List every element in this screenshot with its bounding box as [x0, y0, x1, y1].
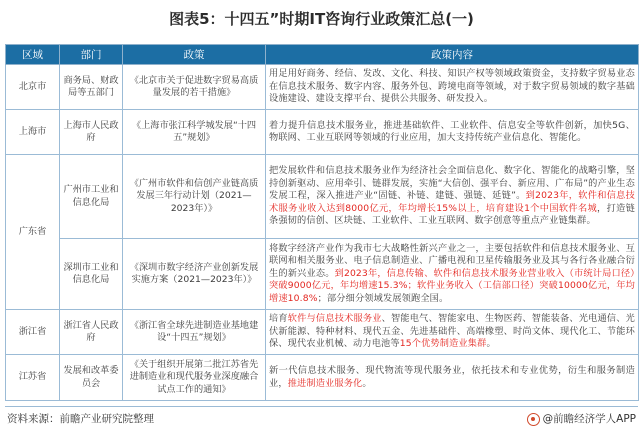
dept-cell: 深圳市工业和信息化局	[60, 239, 123, 310]
table-row	[6, 65, 639, 110]
content-text: ，打造链条强韧的信创、区块链、工业软件、工业互联网、数字创意等重点产业链集群。	[269, 202, 635, 227]
content-cell	[266, 110, 639, 155]
region-cell: 广东省	[6, 155, 60, 310]
header-region: 区域	[6, 45, 60, 65]
policy-cell: 《广州市软件和信创产业链高质发展三年行动计划（2021—2023年）》	[123, 155, 266, 239]
dept-cell: 商务局、财政局等五部门	[60, 65, 123, 110]
brand-credit	[527, 407, 636, 431]
content-cell	[266, 239, 639, 310]
table-row	[6, 310, 639, 355]
highlighted-text: 15个优势制造业集群	[399, 338, 487, 350]
region-cell: 上海市	[6, 110, 60, 155]
policy-cell: 《关于组织开展第二批江苏省先进制造业和现代服务业深度融合试点工作的通知》	[123, 355, 266, 401]
policy-cell: 《北京市关于促进数字贸易高质量发展的若干措施》	[123, 65, 266, 110]
dept-cell: 浙江省人民政府	[60, 310, 123, 355]
content-text: ；部分细分领域发展领跑全国。	[317, 292, 449, 304]
table-row	[6, 110, 639, 155]
dept-cell: 广州市工业和信息化局	[60, 155, 123, 239]
content-text: 将数字经济产业作为我市七大战略性新兴产业之一，主要包括软件和信息技术服务业、互联网和相关服务业、电子信息制造业、广播电视和卫星传输服务业及其与各行各业融合衍生的新兴业态。	[269, 242, 635, 279]
content-text: 新一代信息技术服务、现代物流等现代服务业，依托技术和专业优势，衍生和服务制造业，	[269, 365, 635, 389]
chart-title: 图表5：十四五”时期IT咨询行业政策汇总(一)	[169, 10, 474, 28]
region-cell: 北京市	[6, 65, 60, 110]
brand-label: @前瞻经济学人APP	[542, 413, 636, 425]
content-cell	[266, 65, 639, 110]
table-row	[6, 155, 639, 239]
highlighted-text: 推进制造业服务化	[287, 377, 363, 389]
policy-cell: 《浙江省全球先进制造业基地建设“十四五”规划》	[123, 310, 266, 355]
content-cell	[266, 355, 639, 401]
region-cell: 江苏省	[6, 355, 60, 401]
content-cell	[266, 310, 639, 355]
content-text: 。	[362, 377, 372, 389]
policy-cell: 《上海市张江科学城发展“十四五”规划》	[123, 110, 266, 155]
highlighted-text: 软件与信息技术服务业	[287, 313, 382, 325]
content-cell	[266, 155, 639, 239]
table-header-row	[6, 45, 639, 65]
highlighted-text: 到2023年，信息传输、软件和信息技术服务业营业收入（市统计局口径）突破9000亿元，年均增速15.3%；软件业务收入（工信部口径）突破10000亿元，年均增速10.8%	[269, 267, 635, 304]
table-row	[6, 355, 639, 401]
qianzhan-logo-icon	[527, 413, 540, 426]
table-row	[6, 239, 639, 310]
dept-cell: 上海市人民政府	[60, 110, 123, 155]
policy-table	[5, 44, 639, 401]
source-note: 资料来源：前瞻产业研究院整理	[7, 413, 154, 425]
content-text: 着力提升信息技术服务业，推进基础软件、工业软件、信息安全等软件创新，加快5G、物联网、工业互联网等领域的行业应用，加大支持传统产业信息化、智能化。	[269, 119, 635, 143]
content-text: 把发展软件和信息技术服务业作为经济社会全面信息化、数字化、智能化的战略引擎，坚持创新驱动、应用牵引、链群发展，实施“大信创、强平台、新应用、广布局”的产业生态发展工程，深入推进产业“固链、补链、建链、强链、延链”。	[269, 165, 635, 202]
header-content: 政策内容	[266, 45, 639, 65]
policy-cell: 《深圳市数字经济产业创新发展实施方案（2021—2023年）》	[123, 239, 266, 310]
content-text: 培育	[269, 313, 288, 325]
content-text: 。	[486, 338, 496, 350]
region-cell: 浙江省	[6, 310, 60, 355]
footer	[5, 406, 638, 430]
highlighted-text: 到2023年，软件和信息技术服务业收入达到8000亿元，年均增长15%以上，培育建设1个中国软件名城	[269, 190, 635, 214]
header-policy: 政策	[123, 45, 266, 65]
header-dept: 部门	[60, 45, 123, 65]
content-text: 用足用好商务、经信、发改、文化、科技、知识产权等领域政策资金，支持数字贸易业态在信息技术服务、数字内容、服务外包、跨境电商等领域，对于数字贸易领域的数字基础设施建设、建设支撑平台、提供公共服务、研发投入。	[269, 68, 635, 105]
content-text: 、智能电气、智能家电、生物医药、智能装备、光电通信、光伏新能源、特种材料、现代五金、先进基础件、高端橡塑、时尚文体、现代化工、节能环保、现代农业机械、动力电池等	[269, 313, 635, 350]
dept-cell: 发展和改革委员会	[60, 355, 123, 401]
